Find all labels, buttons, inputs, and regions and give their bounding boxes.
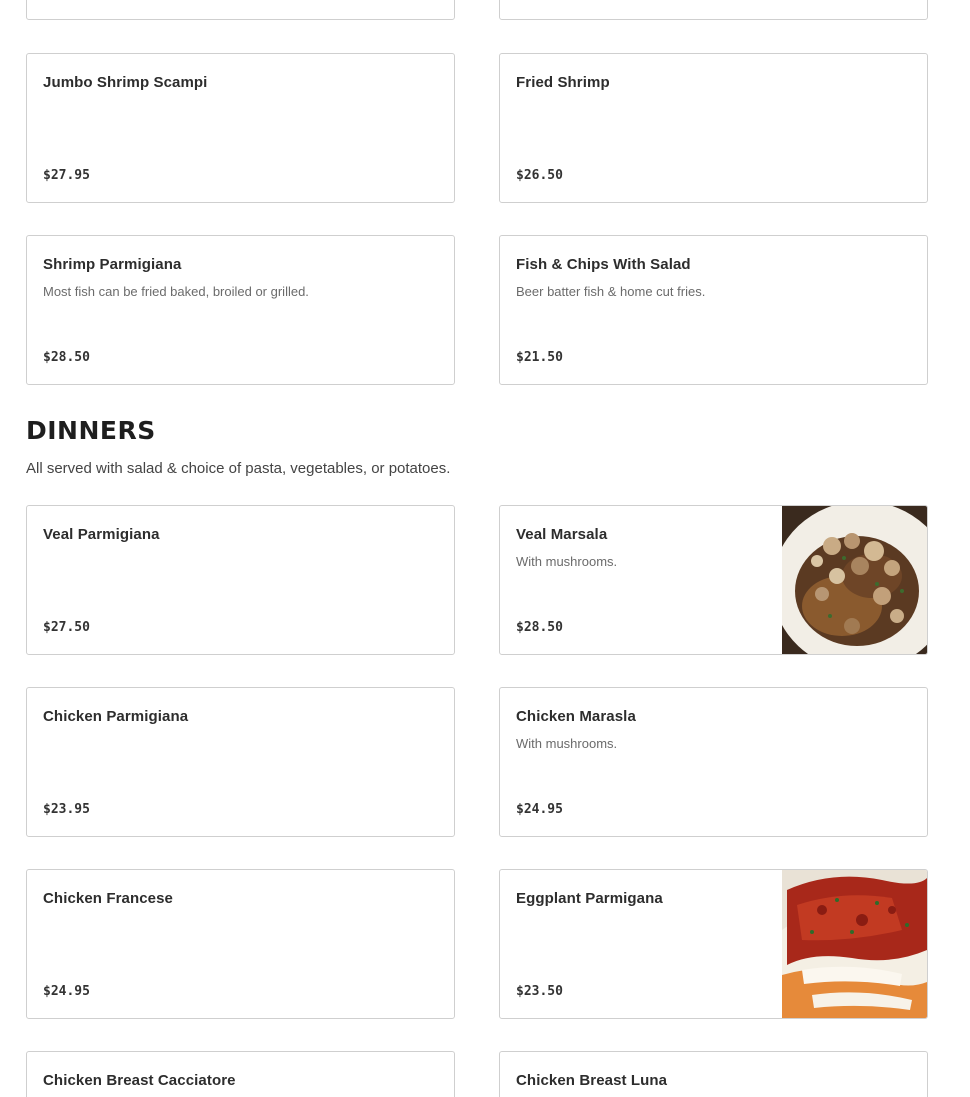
menu-item-price: $23.95 <box>43 802 90 817</box>
section-title: DINNERS <box>26 416 156 445</box>
menu-item-price: $27.95 <box>43 168 90 183</box>
menu-item-card[interactable] <box>499 235 928 385</box>
menu-item-card[interactable] <box>499 1051 928 1097</box>
menu-item-name: Chicken Marasla <box>516 708 636 725</box>
menu-item-card[interactable] <box>499 0 928 20</box>
menu-item-name: Fried Shrimp <box>516 74 610 91</box>
menu-item-card[interactable] <box>499 53 928 203</box>
eggplant-parmigana-photo <box>782 870 927 1018</box>
menu-item-name: Jumbo Shrimp Scampi <box>43 74 208 91</box>
menu-item-name: Chicken Breast Luna <box>516 1072 668 1089</box>
menu-item-price: $21.50 <box>516 350 563 365</box>
menu-item-card[interactable] <box>26 235 455 385</box>
menu-item-description: With mushrooms. <box>516 554 618 569</box>
menu-item-price: $27.50 <box>43 620 90 635</box>
menu-item-price: $24.95 <box>516 802 563 817</box>
menu-item-description: With mushrooms. <box>516 736 618 751</box>
menu-item-name: Fish & Chips With Salad <box>516 256 691 273</box>
menu-item-price: $23.50 <box>516 984 563 999</box>
menu-item-price: $24.95 <box>43 984 90 999</box>
menu-item-card[interactable] <box>26 869 455 1019</box>
menu-item-card[interactable] <box>499 505 928 655</box>
menu-item-card[interactable] <box>499 687 928 837</box>
menu-item-card[interactable] <box>26 0 455 20</box>
section-subtitle: All served with salad & choice of pasta, vegetables, or potatoes. <box>26 460 451 477</box>
menu-item-price: $28.50 <box>43 350 90 365</box>
menu-item-name: Eggplant Parmigana <box>516 890 663 907</box>
menu-item-name: Veal Parmigiana <box>43 526 160 543</box>
veal-marsala-photo <box>782 506 927 654</box>
menu-item-card[interactable] <box>26 53 455 203</box>
menu-item-card[interactable] <box>26 505 455 655</box>
menu-item-card[interactable] <box>26 1051 455 1097</box>
menu-item-name: Chicken Francese <box>43 890 173 907</box>
menu-item-description: Most fish can be fried baked, broiled or grilled. <box>43 284 309 299</box>
menu-item-price: $26.50 <box>516 168 563 183</box>
menu-item-name: Chicken Parmigiana <box>43 708 189 725</box>
menu-item-description: Beer batter fish & home cut fries. <box>516 284 706 299</box>
menu-item-name: Shrimp Parmigiana <box>43 256 182 273</box>
menu-item-card[interactable] <box>499 869 928 1019</box>
menu-item-name: Chicken Breast Cacciatore <box>43 1072 236 1089</box>
menu-item-price: $28.50 <box>516 620 563 635</box>
menu-item-card[interactable] <box>26 687 455 837</box>
menu-item-name: Veal Marsala <box>516 526 608 543</box>
